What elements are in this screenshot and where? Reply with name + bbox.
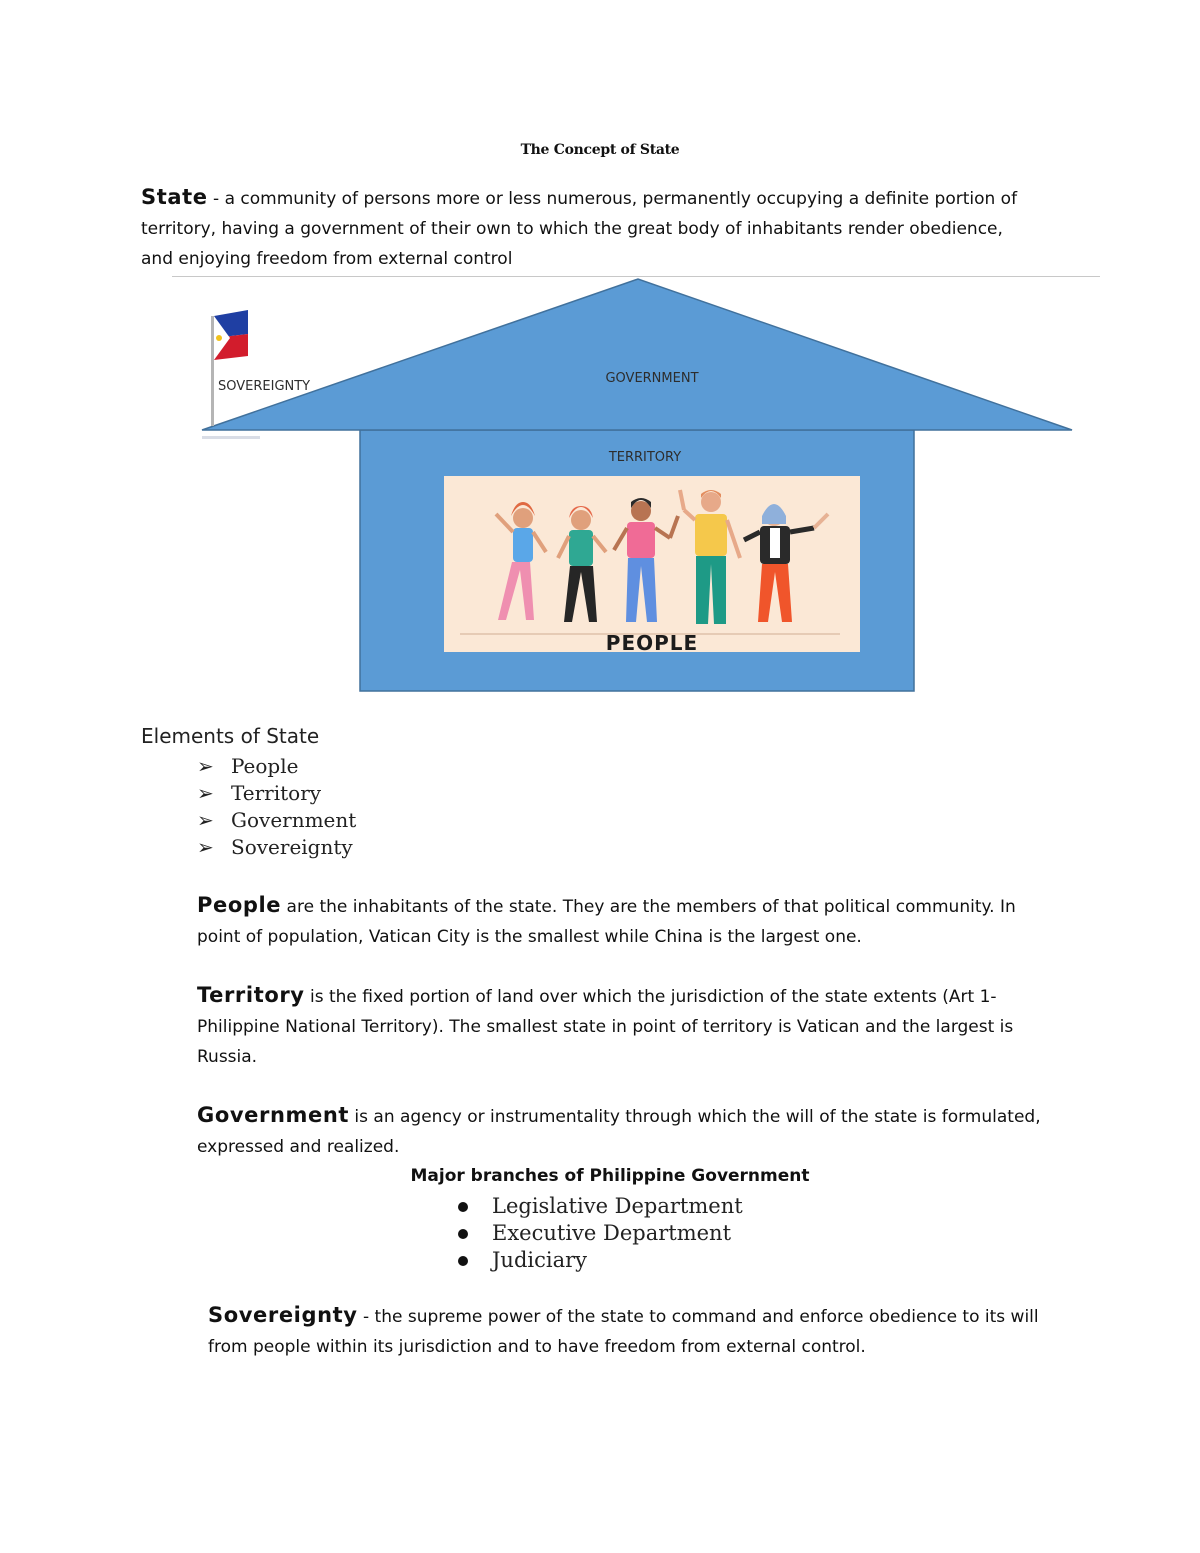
people-label: PEOPLE <box>605 631 699 655</box>
arrow-bullet-icon: ➢ <box>197 781 214 805</box>
territory-term: Territory <box>197 983 305 1007</box>
list-item: ➢ Government <box>197 808 357 832</box>
people-illustration <box>444 476 860 652</box>
people-definition: People are the inhabitants of the state. They are the members of that political community. In point of population, Vatican City is the smallest while China is the largest one. <box>197 893 1016 947</box>
page-title: The Concept of State <box>520 142 680 158</box>
branches-heading: Major branches of Philippine Government <box>410 1166 810 1186</box>
government-label: GOVERNMENT <box>605 371 699 386</box>
sovereignty-definition: Sovereignty - the supreme power of the state to command and enforce obedience to its will from people within its jurisdiction and to have freedom from external control. <box>208 1303 1039 1357</box>
elements-list <box>197 753 356 861</box>
bullet-icon <box>458 1256 468 1266</box>
state-definition <box>141 182 1141 274</box>
list-item: Judiciary <box>458 1247 743 1274</box>
people-term: People <box>197 893 282 917</box>
bullet-icon <box>458 1202 468 1212</box>
government-term: Government <box>197 1103 350 1127</box>
state-definition-line: territory, having a government of their own to which the great body of inhabitants render obedience, <box>141 219 1003 239</box>
branches-list <box>458 1193 743 1274</box>
list-item: ➢ Territory <box>197 781 322 805</box>
elements-heading: Elements of State <box>141 724 320 748</box>
territory-label: TERRITORY <box>608 450 682 465</box>
list-item: Executive Department <box>458 1220 743 1247</box>
list-item: ➢ Sovereignty <box>197 835 353 859</box>
sovereignty-label: SOVEREIGNTY <box>218 379 311 394</box>
list-item: Legislative Department <box>458 1193 743 1220</box>
bullet-icon <box>458 1229 468 1239</box>
arrow-bullet-icon: ➢ <box>197 808 214 832</box>
government-roof <box>202 279 1072 430</box>
arrow-bullet-icon: ➢ <box>197 835 214 859</box>
state-definition-line: - a community of persons more or less numerous, permanently occupying a definite portion of <box>207 189 1018 209</box>
philippine-flag-icon <box>211 310 248 426</box>
list-item: ➢ People <box>197 754 299 778</box>
state-term: State <box>141 185 208 209</box>
state-house-diagram <box>150 270 1100 700</box>
state-definition-line: and enjoying freedom from external control <box>141 249 513 269</box>
sovereignty-term: Sovereignty <box>208 1303 358 1327</box>
arrow-bullet-icon: ➢ <box>197 754 214 778</box>
territory-definition: Territory is the fixed portion of land over which the jurisdiction of the state extents (Art 1- Philippine National Territory). The smallest state in point of territory is Vatican and the largest is Russia. <box>197 983 1014 1067</box>
government-definition: Government is an agency or instrumentality through which the will of the state is formulated, expressed and realized. <box>197 1103 1041 1157</box>
